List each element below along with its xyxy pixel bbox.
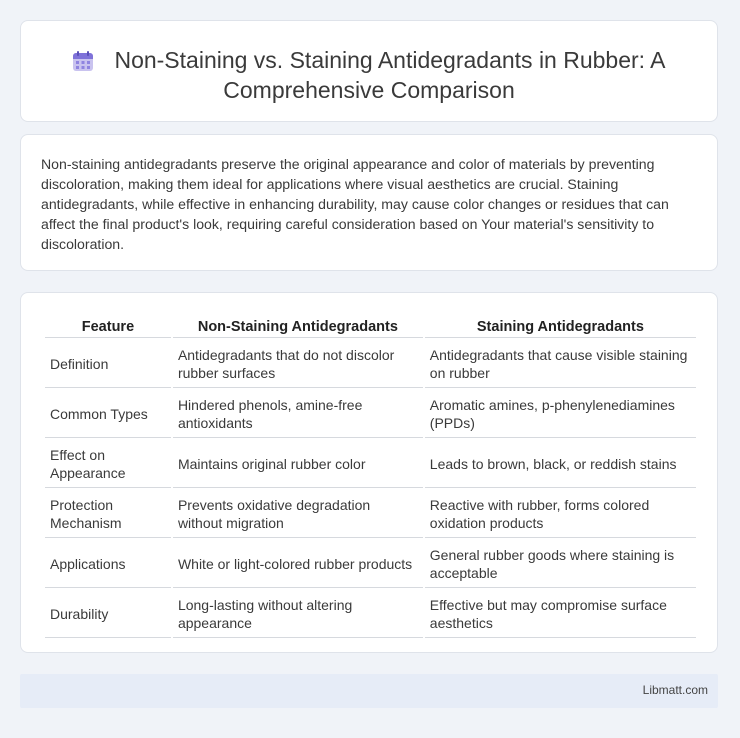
calendar-icon bbox=[72, 50, 94, 72]
non-staining-cell: Maintains original rubber color bbox=[173, 440, 423, 488]
feature-cell: Definition bbox=[45, 340, 171, 388]
feature-cell: Protection Mechanism bbox=[45, 490, 171, 538]
staining-cell: General rubber goods where staining is acceptable bbox=[425, 540, 696, 588]
comparison-table bbox=[43, 315, 698, 640]
non-staining-cell: Prevents oxidative degradation without migration bbox=[173, 490, 423, 538]
header-feature: Feature bbox=[45, 317, 171, 338]
table-row bbox=[45, 340, 696, 388]
footer-brand-link[interactable]: Libmatt.com bbox=[642, 683, 708, 697]
table-row bbox=[45, 390, 696, 438]
non-staining-cell: Long-lasting without altering appearance bbox=[173, 590, 423, 638]
non-staining-cell: White or light-colored rubber products bbox=[173, 540, 423, 588]
table-card bbox=[20, 292, 718, 653]
table-row bbox=[45, 440, 696, 488]
summary-card bbox=[20, 134, 718, 271]
staining-cell: Antidegradants that cause visible staining on rubber bbox=[425, 340, 696, 388]
feature-cell: Effect on Appearance bbox=[45, 440, 171, 488]
feature-cell: Durability bbox=[45, 590, 171, 638]
non-staining-cell: Hindered phenols, amine-free antioxidants bbox=[173, 390, 423, 438]
title-wrap bbox=[21, 45, 717, 105]
staining-cell: Effective but may compromise surface aesthetics bbox=[425, 590, 696, 638]
staining-cell: Aromatic amines, p-phenylenediamines (PPDs) bbox=[425, 390, 696, 438]
feature-cell: Common Types bbox=[45, 390, 171, 438]
table-row bbox=[45, 490, 696, 538]
header-staining: Staining Antidegradants bbox=[425, 317, 696, 338]
staining-cell: Leads to brown, black, or reddish stains bbox=[425, 440, 696, 488]
table-row bbox=[45, 590, 696, 638]
page-title: Non-Staining vs. Staining Antidegradants in Rubber: A Comprehensive Comparison bbox=[114, 47, 666, 103]
feature-cell: Applications bbox=[45, 540, 171, 588]
staining-cell: Reactive with rubber, forms colored oxidation products bbox=[425, 490, 696, 538]
header-non-staining: Non-Staining Antidegradants bbox=[173, 317, 423, 338]
header-card bbox=[20, 20, 718, 122]
non-staining-cell: Antidegradants that do not discolor rubber surfaces bbox=[173, 340, 423, 388]
table-header-row bbox=[45, 317, 696, 338]
summary-text: Non-staining antidegradants preserve the original appearance and color of materials by preventing discoloration, making them ideal for applications where visual aesthetics are crucial. Staining antidegradants, while effective in enhancing durability, may cause color changes or residues that can affect the final product's look, requiring careful consideration based on Your material's sensitivity to discoloration. bbox=[41, 156, 669, 252]
table-row bbox=[45, 540, 696, 588]
footer bbox=[20, 674, 718, 708]
